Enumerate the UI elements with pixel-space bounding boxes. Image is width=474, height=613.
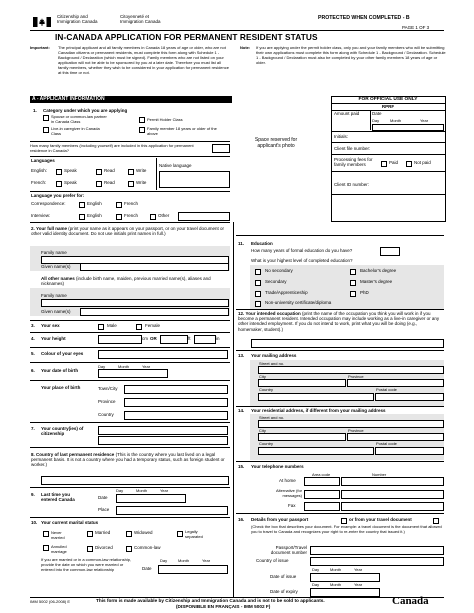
footer-french: (DISPONIBLE EN FRANÇAIS - IMM 5002 F) (176, 604, 271, 609)
marital-widowed-checkbox[interactable] (126, 531, 132, 537)
phone-alt-label: Alternative (for messages) (275, 488, 302, 498)
q2-block (31, 226, 226, 236)
marital-common-law-checkbox[interactable] (126, 546, 132, 552)
dob-day-label: Day (98, 364, 106, 369)
q15-label: Your telephone numbers (251, 464, 304, 469)
education-years-label: How many years of formal education do you have? (251, 248, 353, 253)
q9-num: 9. (31, 492, 35, 497)
dept-name-en (57, 14, 98, 24)
all-other-names-block (41, 276, 227, 286)
q1-option3-label: Permit Holder Class (147, 117, 183, 122)
q10-label: Your current marital status (41, 520, 99, 525)
res-country-input[interactable] (258, 447, 374, 455)
english-read-label: Read (104, 168, 115, 173)
dept-fr-line1: Citoyenneté et (120, 14, 150, 19)
sex-female-label: Female (145, 323, 161, 328)
phone-home-number-input[interactable] (341, 477, 444, 486)
phone-fax-number-input[interactable] (341, 502, 444, 511)
q2-num: 2. (31, 226, 35, 231)
all-other-names-label: All other names (41, 276, 75, 281)
entry-place-input[interactable] (116, 506, 228, 515)
q4-num: 4. (31, 336, 35, 341)
edu-trade-checkbox[interactable] (255, 291, 261, 297)
canada-flag-icon (33, 14, 51, 24)
english-speak-label: Speak (64, 168, 77, 173)
q1-option4-checkbox[interactable] (139, 127, 145, 133)
edu-none-label: No secondary (265, 268, 293, 273)
birth-town-label: Town/City (98, 386, 118, 391)
q8-label: Country of last permanent residence (36, 452, 115, 457)
page-number: PAGE 1 OF 3 (402, 25, 430, 30)
q4-label: Your height (41, 336, 66, 341)
marital-date-input[interactable] (158, 565, 228, 574)
canada-wordmark: Canadä (392, 595, 429, 607)
height-ft-label: ft (188, 336, 191, 341)
q1-option4-label: Family member 18 years or older of the above (147, 126, 217, 136)
doc-issue-year-label: Year (354, 567, 363, 572)
marital-divorced-label: Divorced (95, 545, 113, 550)
q10-num: 10. (31, 520, 38, 525)
marital-separated-label: Legally separated (185, 529, 203, 539)
q9-label: Last time you entered Canada (41, 492, 75, 503)
q6-label: Your date of birth (41, 368, 79, 373)
correspondence-label: Correspondence: (31, 201, 66, 206)
birth-country-input[interactable] (124, 411, 228, 420)
q16-text: (Check the box that describes your document. For example: a travel document is the document that allowed you to travel to Canada and recognizes your right to re-enter the country that issued it.) (251, 524, 442, 534)
entry-day-label: Day (116, 488, 124, 493)
other-given-names-label: Given name(s) (41, 309, 71, 314)
q7-label: Your country(ies) of citizenship (41, 426, 84, 437)
q1-num: 1. (33, 108, 37, 113)
citizenship-input-1[interactable] (98, 426, 228, 435)
languages-title: Languages (31, 158, 55, 163)
entry-year-label: Year (160, 488, 169, 493)
entry-date-label: Date (98, 495, 108, 500)
doc-number-label: Passport/Travel document number (270, 545, 307, 556)
phone-home-area-input[interactable] (304, 477, 340, 486)
dept-en-line2: Immigration Canada (57, 19, 98, 25)
sex-male-checkbox[interactable] (98, 324, 104, 330)
english-write-checkbox[interactable] (128, 169, 134, 175)
doc-expiry-month-label: Month (330, 582, 342, 587)
mail-city-input[interactable] (258, 379, 346, 387)
marital-annulled-checkbox[interactable] (43, 545, 49, 551)
q8-num: 8. (31, 452, 35, 457)
french-read-label: Read (104, 180, 115, 185)
res-postal-input[interactable] (375, 447, 444, 455)
mail-postal-label: Postal code (376, 387, 397, 392)
english-speak-checkbox[interactable] (56, 169, 62, 175)
q12-text: (print the name of the occupation you think you will work in if you become a permanent resident. Intended occupation may include working as a live-in caregiver or any other intended employment. If you do not intend to work, print what you will be doing (e.g., homemaker, student).) (238, 311, 440, 332)
q16-label: Details from your passport (251, 517, 309, 522)
q13-label: Your mailing address (251, 353, 297, 358)
edu-secondary-label: Secondary (265, 279, 287, 284)
q16-num: 16. (238, 517, 245, 522)
important-text: The principal applicant and all family members in Canada 18 years of age or older, who are not Canadian citizens or permanent residents, must complete this form along with Schedule 1 - Background / Declaration (which must be signed). Family members who are not listed on your application will not be able to be sponsored by you at a later date. Therefore you must list all family members, whether they wish to be considered in your application for permanent residence at this time or not. (58, 45, 229, 75)
french-write-label: Write (136, 180, 147, 185)
q5-label: Colour of your eyes (41, 351, 84, 356)
marital-separated-checkbox[interactable] (177, 531, 183, 537)
mail-province-input[interactable] (347, 379, 444, 387)
res-province-label: Province (348, 428, 364, 433)
q7-num: 7. (31, 426, 35, 431)
birth-country-label: Country (98, 412, 114, 417)
doc-expiry-year-label: Year (354, 582, 363, 587)
entry-date-input[interactable] (116, 494, 186, 503)
marital-married-checkbox[interactable] (87, 531, 93, 537)
q6-num: 6. (31, 368, 35, 373)
birth-town-input[interactable] (124, 385, 228, 394)
dept-en-line1: Citizenship and (57, 14, 88, 19)
other-family-name-label: Family name (41, 293, 67, 298)
doc-issue-month-label: Month (330, 567, 342, 572)
amount-paid-label: Amount paid (334, 111, 360, 116)
interview-other-label: Other (158, 213, 170, 218)
phone-alt-number-input[interactable] (341, 490, 444, 499)
fees-not-paid-checkbox[interactable] (406, 161, 412, 167)
q1-option3-checkbox[interactable] (139, 117, 145, 123)
education-highest-label: What is your highest level of completed education? (251, 258, 353, 263)
entry-place-label: Place (98, 507, 110, 512)
correspondence-french-checkbox[interactable] (116, 202, 122, 208)
family-count-label: How many family members (including yourself) are included in this application for permanent residence in Canada? (30, 143, 194, 153)
official-date-input[interactable] (372, 124, 444, 131)
phone-alt-area-input[interactable] (304, 490, 340, 499)
french-ability-label: French: (31, 180, 47, 185)
marital-widowed-label: Widowed (134, 530, 153, 535)
edu-phd-label: PhD (360, 290, 369, 295)
other-given-names-input[interactable] (80, 308, 229, 316)
birth-place-label: Your place of birth (41, 385, 81, 390)
english-ability-label: English: (31, 168, 48, 173)
q12-num: 12. (238, 311, 245, 316)
doc-issue-label: Date of issue (270, 574, 297, 579)
marital-common-law-label: Common-law (134, 545, 161, 550)
dob-input[interactable] (98, 369, 168, 378)
marital-month-label: Month (178, 558, 190, 563)
french-read-checkbox[interactable] (96, 181, 102, 187)
q1-option2-checkbox[interactable] (43, 127, 49, 133)
phone-area-label: Area code (312, 472, 331, 477)
height-cm-input[interactable] (98, 335, 142, 344)
correspondence-french-label: French (124, 201, 139, 206)
edu-master-checkbox[interactable] (350, 280, 356, 286)
native-language-input[interactable] (159, 171, 230, 188)
marital-divorced-checkbox[interactable] (87, 546, 93, 552)
french-write-checkbox[interactable] (128, 181, 134, 187)
phone-home-label: At home (279, 478, 296, 483)
edu-phd-checkbox[interactable] (350, 291, 356, 297)
client-file-label: Client file number: (334, 146, 371, 151)
native-language-label: Native language (159, 163, 192, 168)
q1-label: Category under which you are applying (43, 108, 128, 113)
marital-married-label: Married (95, 530, 111, 535)
interview-english-label: English (87, 213, 102, 218)
marital-date-text: If you are married or in a common-law relationship, provide the date on which you were married or entered into the common-law relationship (41, 557, 132, 572)
q3-num: 3. (31, 323, 35, 328)
res-city-label: City (259, 428, 266, 433)
interview-english-checkbox[interactable] (79, 214, 85, 220)
client-id-label: Client ID number: (334, 182, 370, 187)
interview-label: Interview: (31, 213, 51, 218)
q3-label: Your sex (41, 323, 60, 328)
interview-other-input[interactable] (178, 212, 230, 221)
q5-num: 5. (31, 351, 35, 356)
fees-not-paid-label: Not paid (414, 160, 431, 165)
family-name-label: Family name (41, 250, 67, 255)
mail-street-input[interactable] (258, 366, 444, 374)
given-names-label: Given name(s) (41, 264, 71, 269)
height-ft-input[interactable] (160, 335, 188, 344)
edu-non-uni-label: Non-university certificate/diploma (265, 300, 332, 305)
doc-expiry-day-label: Day (312, 582, 320, 587)
initials-label: Initials: (334, 134, 349, 139)
all-other-names-text: (include birth name, maiden, previous married name(s), aliases and nicknames) (41, 276, 211, 287)
note-label: Note: (240, 45, 251, 50)
dept-fr-line2: Immigration Canada (120, 19, 161, 25)
fees-paid-label: Paid (389, 160, 399, 165)
marital-never-checkbox[interactable] (43, 531, 49, 537)
given-names-input[interactable] (80, 263, 229, 271)
doc-country-label: Country of issue (256, 558, 289, 563)
family-count-input[interactable] (212, 144, 230, 153)
q11-num: 11. (238, 241, 245, 246)
footer-text: This form is made available by Citizenship and Immigration Canada and is not to be sold to applicants. (96, 598, 325, 603)
interview-other-checkbox[interactable] (150, 214, 156, 220)
dept-name-fr (120, 14, 161, 24)
english-write-label: Write (136, 168, 147, 173)
res-postal-label: Postal code (376, 441, 397, 446)
french-speak-checkbox[interactable] (56, 181, 62, 187)
language-prefer-title: Language you prefer for: (31, 193, 85, 198)
last-residence-input[interactable] (41, 476, 229, 485)
q12-block (238, 311, 442, 332)
q1-option2-label: Live-in caregiver in Canada Class (51, 126, 100, 136)
phone-fax-label: Fax (288, 503, 296, 508)
correspondence-english-checkbox[interactable] (79, 202, 85, 208)
official-day-label: Day (372, 118, 380, 123)
mail-street-label: Street and no. (259, 361, 285, 366)
section-a-header: A - APPLICANT INFORMATION (30, 96, 232, 103)
birth-province-label: Province (98, 399, 116, 404)
res-city-input[interactable] (258, 433, 346, 441)
marital-year-label: Year (202, 558, 211, 563)
height-or-label: OR (150, 336, 157, 341)
official-year-label: Year (420, 118, 429, 123)
marital-date-label: Date (142, 566, 152, 571)
dob-year-label: Year (142, 364, 151, 369)
q1-number (33, 108, 37, 113)
height-in-label: in (216, 336, 220, 341)
official-month-label: Month (390, 118, 402, 123)
edu-secondary-checkbox[interactable] (255, 280, 261, 286)
q2-text: (print your name as it appears on your passport, or on your travel document or other valid identity document. Do not use initials print names in full.) (31, 226, 225, 237)
marital-never-label: Never married (51, 530, 65, 540)
form-code: IMM 5002 (06-2008) E (30, 599, 71, 604)
photo-space-label: Space reserved for applicant's photo (254, 137, 298, 149)
res-country-label: Country (259, 441, 274, 446)
q13-num: 13. (238, 353, 245, 358)
important-label: Important: (30, 45, 50, 50)
mail-country-label: Country (259, 387, 274, 392)
mail-country-input[interactable] (258, 393, 374, 401)
official-date-label: Date (372, 111, 382, 116)
q1-option1-checkbox[interactable] (43, 115, 49, 121)
q14-num: 14. (238, 408, 245, 413)
edu-bachelor-label: Bachelor's degree (360, 268, 397, 273)
q15-num: 15. (238, 464, 245, 469)
height-cm-label: cm (142, 336, 148, 341)
mail-postal-input[interactable] (375, 393, 444, 401)
edu-bachelor-checkbox[interactable] (350, 269, 356, 275)
res-province-input[interactable] (347, 433, 444, 441)
marital-day-label: Day (160, 558, 168, 563)
citizenship-input-2[interactable] (98, 436, 228, 445)
official-use-title: FOR OFFICIAL USE ONLY (358, 97, 418, 102)
doc-issue-input[interactable] (310, 573, 380, 582)
education-years-input[interactable] (380, 247, 400, 256)
edu-trade-label: Trade/Apprenticeship (265, 290, 308, 295)
marital-annulled-label: Annulled marriage (51, 544, 67, 554)
doc-expiry-label: Date of expiry (270, 589, 298, 594)
eye-colour-input[interactable] (98, 350, 228, 359)
res-street-label: Street and no. (259, 415, 285, 420)
french-speak-label: Speak (64, 180, 77, 185)
q2-label: Your full name (36, 226, 67, 231)
rprf-label: RPRF (381, 104, 395, 109)
doc-country-input[interactable] (310, 557, 444, 566)
fees-paid-checkbox[interactable] (381, 161, 387, 167)
q12-label: Your intended occupation (245, 311, 301, 316)
protected-notice: PROTECTED WHEN COMPLETED - B (318, 15, 410, 21)
mail-city-label: City (259, 374, 266, 379)
mail-province-label: Province (348, 374, 364, 379)
q14-label: Your residential address, if different from your mailing address (251, 408, 386, 413)
doc-number-input[interactable] (310, 546, 444, 555)
sex-female-checkbox[interactable] (136, 324, 142, 330)
q8-text: (This is the country where you last lived on a legal permanent basis. It is not a country where you had a temporary status, such as foreign student or worker.) (31, 452, 225, 468)
q16-label2: or from your travel document (349, 517, 412, 522)
edu-non-uni-checkbox[interactable] (255, 301, 261, 307)
interview-french-checkbox[interactable] (116, 214, 122, 220)
edu-master-label: Master's degree (360, 279, 393, 284)
birth-province-input[interactable] (124, 398, 228, 407)
q8-block (31, 452, 227, 468)
occupation-input[interactable] (251, 339, 444, 348)
doc-issue-day-label: Day (312, 567, 320, 572)
interview-french-label: French (124, 213, 139, 218)
dob-month-label: Month (118, 364, 130, 369)
phone-fax-area-input[interactable] (304, 502, 340, 511)
correspondence-english-label: English (87, 201, 102, 206)
entry-month-label: Month (136, 488, 148, 493)
form-title: IN-CANADA APPLICATION FOR PERMANENT RESIDENT STATUS (55, 32, 318, 42)
english-read-checkbox[interactable] (96, 169, 102, 175)
q1-option1-label: Spouse or common-law partner in Canada Class (51, 114, 107, 124)
phone-number-label: Number (372, 472, 387, 477)
sex-male-label: Male (107, 323, 117, 328)
processing-fees-label: Processing fees for family members (334, 157, 373, 168)
note-text: If you are applying under the permit holder class, only you and your family members who will be submitting their own applications must complete this form along with Schedule 1 - Background / Declaration. Schedule 1 - Background / Declaration must also be completed by your other family members 18 years of age or older. (256, 45, 446, 65)
height-in-input[interactable] (194, 335, 216, 344)
other-family-name-input[interactable] (41, 299, 229, 307)
edu-none-checkbox[interactable] (255, 269, 261, 275)
q11-label: Education (251, 241, 273, 246)
doc-expiry-input[interactable] (310, 588, 380, 597)
res-street-input[interactable] (258, 420, 444, 428)
